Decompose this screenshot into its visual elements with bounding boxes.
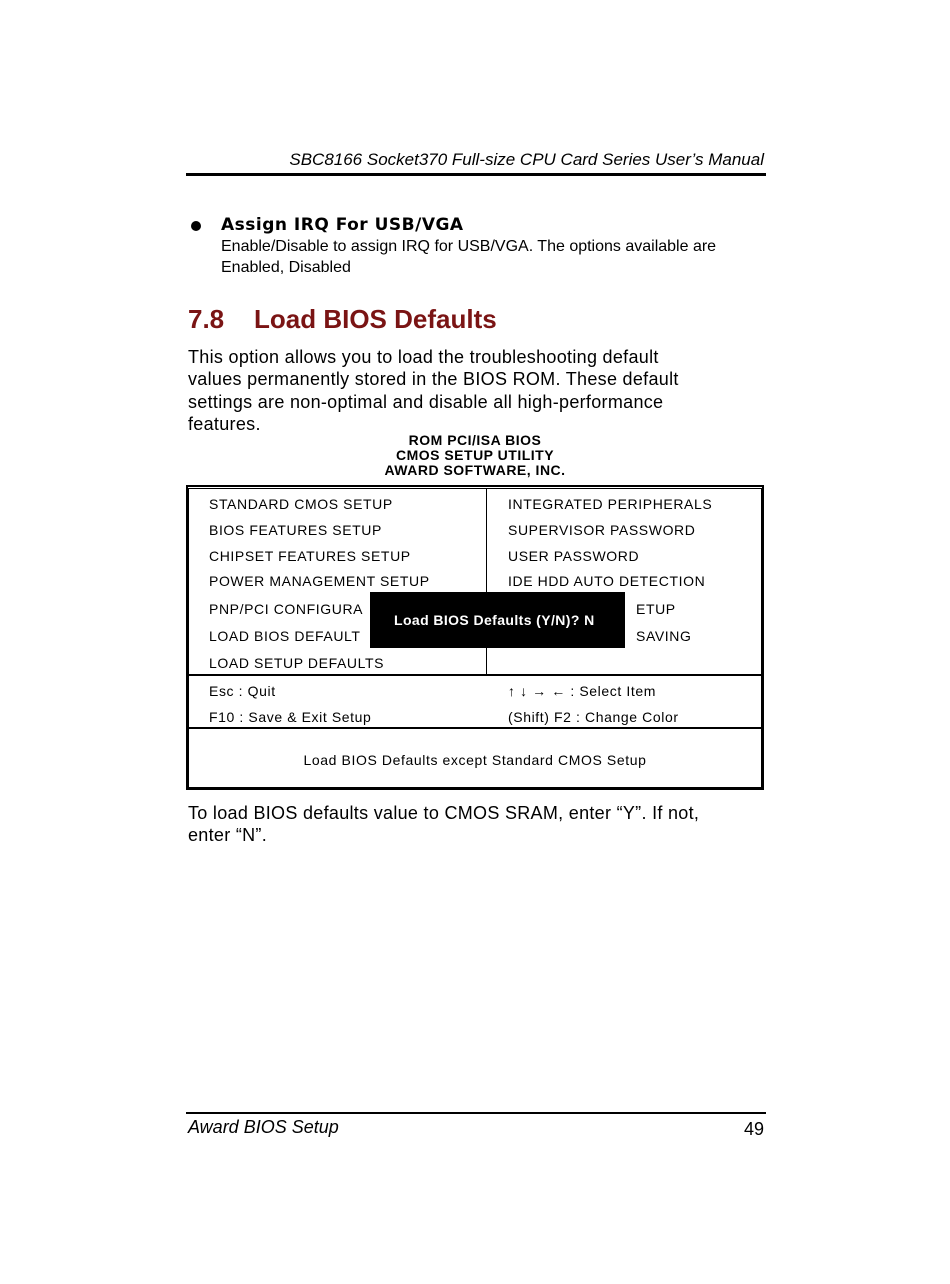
menu-integrated-peripherals[interactable]: INTEGRATED PERIPHERALS bbox=[508, 496, 713, 512]
footer-rule bbox=[186, 1112, 766, 1114]
menu-chipset-features-setup[interactable]: CHIPSET FEATURES SETUP bbox=[209, 548, 411, 564]
menu-pnp-pci-configuration[interactable]: PNP/PCI CONFIGURA bbox=[209, 601, 364, 617]
bullet-dot-icon bbox=[191, 221, 201, 231]
bios-status-line: Load BIOS Defaults except Standard CMOS Setup bbox=[303, 752, 647, 768]
bios-menu-divider bbox=[188, 674, 762, 676]
menu-supervisor-password[interactable]: SUPERVISOR PASSWORD bbox=[508, 522, 696, 538]
section-title: Load BIOS Defaults bbox=[254, 304, 497, 334]
menu-load-setup-defaults[interactable]: LOAD SETUP DEFAULTS bbox=[209, 655, 385, 671]
footnote-line-2: enter “N”. bbox=[188, 825, 268, 845]
menu-ide-hdd-auto-detection[interactable]: IDE HDD AUTO DETECTION bbox=[508, 573, 706, 589]
bios-keys-divider bbox=[188, 727, 762, 729]
bios-title-line-1: ROM PCI/ISA BIOS bbox=[408, 432, 542, 448]
bullet-description-line-1: Enable/Disable to assign IRQ for USB/VGA. The options available are bbox=[221, 238, 717, 255]
header-rule bbox=[186, 173, 766, 176]
page-number: 49 bbox=[743, 1119, 764, 1139]
key-esc-quit: Esc : Quit bbox=[209, 683, 276, 699]
bios-title-line-3: AWARD SOFTWARE, INC. bbox=[384, 462, 566, 478]
footer-chapter: Award BIOS Setup bbox=[188, 1117, 339, 1137]
key-arrows-select-item: ↑ ↓ → ← : Select Item bbox=[508, 683, 656, 699]
confirm-dialog-prompt: Load BIOS Defaults (Y/N)? N bbox=[394, 612, 595, 628]
menu-user-password[interactable]: USER PASSWORD bbox=[508, 548, 640, 564]
intro-line-4: features. bbox=[188, 414, 261, 434]
menu-bios-features-setup[interactable]: BIOS FEATURES SETUP bbox=[209, 522, 382, 538]
intro-line-3: settings are non-optimal and disable all high-performance bbox=[188, 392, 664, 412]
menu-power-management-setup[interactable]: POWER MANAGEMENT SETUP bbox=[209, 573, 430, 589]
key-shift-f2-change-color: (Shift) F2 : Change Color bbox=[508, 709, 679, 725]
menu-load-bios-defaults[interactable]: LOAD BIOS DEFAULT bbox=[209, 628, 361, 644]
intro-line-2: values permanently stored in the BIOS ROM. These default bbox=[188, 369, 679, 389]
menu-save-and-exit-setup[interactable]: ETUP bbox=[636, 601, 676, 617]
key-f10-save-exit: F10 : Save & Exit Setup bbox=[209, 709, 372, 725]
section-number: 7.8 bbox=[188, 304, 225, 334]
menu-standard-cmos-setup[interactable]: STANDARD CMOS SETUP bbox=[209, 496, 393, 512]
bullet-title: Assign IRQ For USB/VGA bbox=[221, 215, 464, 235]
section-heading bbox=[188, 304, 497, 335]
bullet-description-line-2: Enabled, Disabled bbox=[221, 259, 351, 276]
intro-line-1: This option allows you to load the troubleshooting default bbox=[188, 347, 659, 367]
running-header: SBC8166 Socket370 Full-size CPU Card Series User’s Manual bbox=[289, 150, 764, 169]
menu-exit-without-saving[interactable]: SAVING bbox=[636, 628, 692, 644]
bios-title-line-2: CMOS SETUP UTILITY bbox=[395, 447, 555, 463]
footnote-line-1: To load BIOS defaults value to CMOS SRAM, enter “Y”. If not, bbox=[188, 803, 700, 823]
